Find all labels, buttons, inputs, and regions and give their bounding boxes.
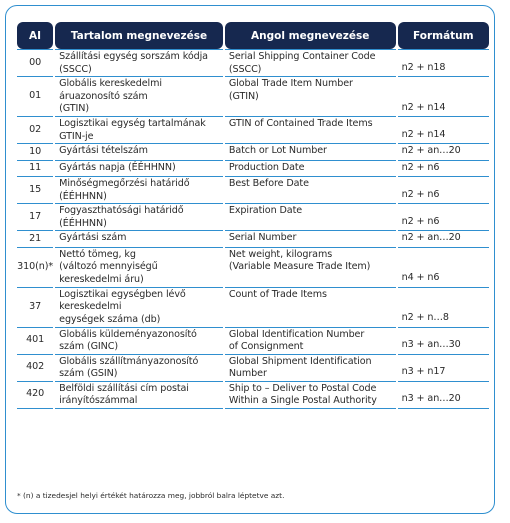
cell-line: Globális kereskedelmi (59, 78, 162, 89)
cell-line: Batch or Lot Number (228, 145, 327, 156)
cell-ai: 15 (17, 177, 53, 204)
cell-english-name (225, 204, 396, 231)
cell-line: Best Before Date (228, 178, 309, 189)
cell-english-name (225, 231, 396, 248)
cell-ai: 402 (17, 355, 53, 382)
cell-line: GTIN of Contained Trade Items (228, 118, 373, 129)
cell-english-name (225, 382, 396, 409)
cell-line: Globális szállítmányazonosító (59, 355, 199, 367)
cell-line: Fogyaszthatósági határidő (59, 205, 184, 216)
cell-line: irányítószámmal (59, 395, 138, 406)
cell-format: n3 + an…20 (398, 382, 489, 409)
cell-english-name (225, 49, 396, 77)
cell-english-name (225, 161, 396, 178)
cell-line: GTIN-je (59, 130, 94, 142)
cell-format: n4 + n6 (398, 248, 489, 288)
cell-content-name (55, 49, 223, 77)
cell-english-name (225, 77, 396, 117)
cell-line: Production Date (228, 161, 305, 173)
cell-line: Within a Single Postal Authority (228, 395, 377, 406)
table-row (17, 177, 489, 204)
cell-content-name (55, 231, 223, 248)
table-row (17, 144, 489, 161)
cell-line: Global Identification Number (228, 328, 365, 340)
cell-line: (GTIN) (228, 90, 259, 102)
cell-content-name (55, 248, 223, 288)
cell-line: Ship to – Deliver to Postal Code (228, 382, 377, 394)
cell-line: kereskedelmi (59, 301, 122, 312)
table-row (17, 204, 489, 231)
cell-line: Gyártás napja (ÉÉHHNN) (59, 161, 176, 173)
cell-english-name (225, 144, 396, 161)
cell-english-name (225, 248, 396, 288)
cell-content-name (55, 204, 223, 231)
header-english-name: Angol megnevezése (225, 22, 396, 49)
cell-ai: 420 (17, 382, 53, 409)
cell-line: (SSCC) (228, 63, 262, 75)
header-ai: AI (17, 22, 53, 49)
cell-line: kereskedelmi áru) (59, 273, 144, 285)
cell-ai: 10 (17, 144, 53, 161)
cell-content-name (55, 117, 223, 144)
cell-line: (SSCC) (59, 63, 92, 75)
table-row (17, 49, 489, 77)
table-row (17, 355, 489, 382)
cell-format: n2 + an…20 (398, 144, 489, 161)
cell-line: szám (GINC) (59, 341, 118, 352)
cell-line: Serial Number (228, 232, 297, 243)
cell-line: Szállítási egység sorszám kódja (59, 51, 208, 62)
cell-line: (ÉÉHHNN) (59, 217, 107, 229)
cell-line: Serial Shipping Container Code (228, 51, 376, 62)
table-row (17, 161, 489, 178)
table-row (17, 77, 489, 117)
header-content-name: Tartalom megnevezése (55, 22, 223, 49)
cell-line: (GTIN) (59, 103, 89, 114)
cell-format: n2 + an…20 (398, 231, 489, 248)
cell-format: n3 + an…30 (398, 328, 489, 355)
cell-line: Logisztikai egység tartalmának (59, 118, 206, 129)
table-header-row (17, 22, 489, 49)
cell-ai: 310(n)* (17, 248, 53, 288)
cell-format: n2 + n14 (398, 77, 489, 117)
cell-line: Number (228, 368, 267, 379)
cell-content-name (55, 161, 223, 178)
cell-english-name (225, 328, 396, 355)
cell-content-name (55, 328, 223, 355)
cell-english-name (225, 117, 396, 144)
cell-line: Global Trade Item Number (228, 78, 353, 89)
table-row (17, 248, 489, 288)
cell-line: áruazonosító szám (59, 90, 148, 102)
cell-line: Count of Trade Items (228, 288, 327, 300)
header-format: Formátum (398, 22, 489, 49)
cell-format: n2 + n6 (398, 204, 489, 231)
cell-format: n2 + n6 (398, 177, 489, 204)
cell-format: n2 + n6 (398, 161, 489, 178)
cell-line: Minőségmegőrzési határidő (59, 178, 190, 189)
cell-line: Gyártási tételszám (59, 145, 148, 156)
cell-english-name (225, 355, 396, 382)
cell-line: (ÉÉHHNN) (59, 190, 107, 202)
cell-line: Expiration Date (228, 205, 303, 216)
cell-line: Globális küldeményazonosító (59, 328, 197, 340)
cell-line: (Variable Measure Trade Item) (228, 261, 371, 272)
cell-ai: 11 (17, 161, 53, 178)
cell-line: of Consignment (228, 341, 304, 352)
cell-ai: 01 (17, 77, 53, 117)
cell-line: egységek száma (db) (59, 313, 161, 325)
cell-content-name (55, 144, 223, 161)
cell-format: n2 + n18 (398, 49, 489, 77)
cell-line: Logisztikai egységben lévő (59, 288, 186, 300)
cell-format: n2 + n14 (398, 117, 489, 144)
cell-format: n2 + n…8 (398, 288, 489, 328)
cell-line: Belföldi szállítási cím postai (59, 382, 189, 394)
ai-table (15, 22, 491, 409)
cell-content-name (55, 382, 223, 409)
cell-format: n3 + n17 (398, 355, 489, 382)
cell-ai: 00 (17, 49, 53, 77)
cell-english-name (225, 177, 396, 204)
cell-line: Nettó tömeg, kg (59, 248, 136, 260)
cell-content-name (55, 355, 223, 382)
footnote: * (n) a tizedesjel helyi értékét határozza meg, jobbról balra léptetve azt. (17, 491, 285, 500)
cell-content-name (55, 77, 223, 117)
cell-content-name (55, 177, 223, 204)
table-row (17, 231, 489, 248)
cell-line: (változó mennyiségű (59, 261, 158, 272)
table-row (17, 288, 489, 328)
cell-line: Global Shipment Identification (228, 355, 372, 367)
cell-ai: 37 (17, 288, 53, 328)
table-row (17, 328, 489, 355)
table-row (17, 382, 489, 409)
cell-line: szám (GSIN) (59, 368, 118, 379)
cell-ai: 21 (17, 231, 53, 248)
cell-english-name (225, 288, 396, 328)
cell-ai: 17 (17, 204, 53, 231)
cell-line: Net weight, kilograms (228, 248, 333, 260)
cell-ai: 401 (17, 328, 53, 355)
cell-ai: 02 (17, 117, 53, 144)
table-row (17, 117, 489, 144)
cell-line: Gyártási szám (59, 232, 127, 243)
cell-content-name (55, 288, 223, 328)
